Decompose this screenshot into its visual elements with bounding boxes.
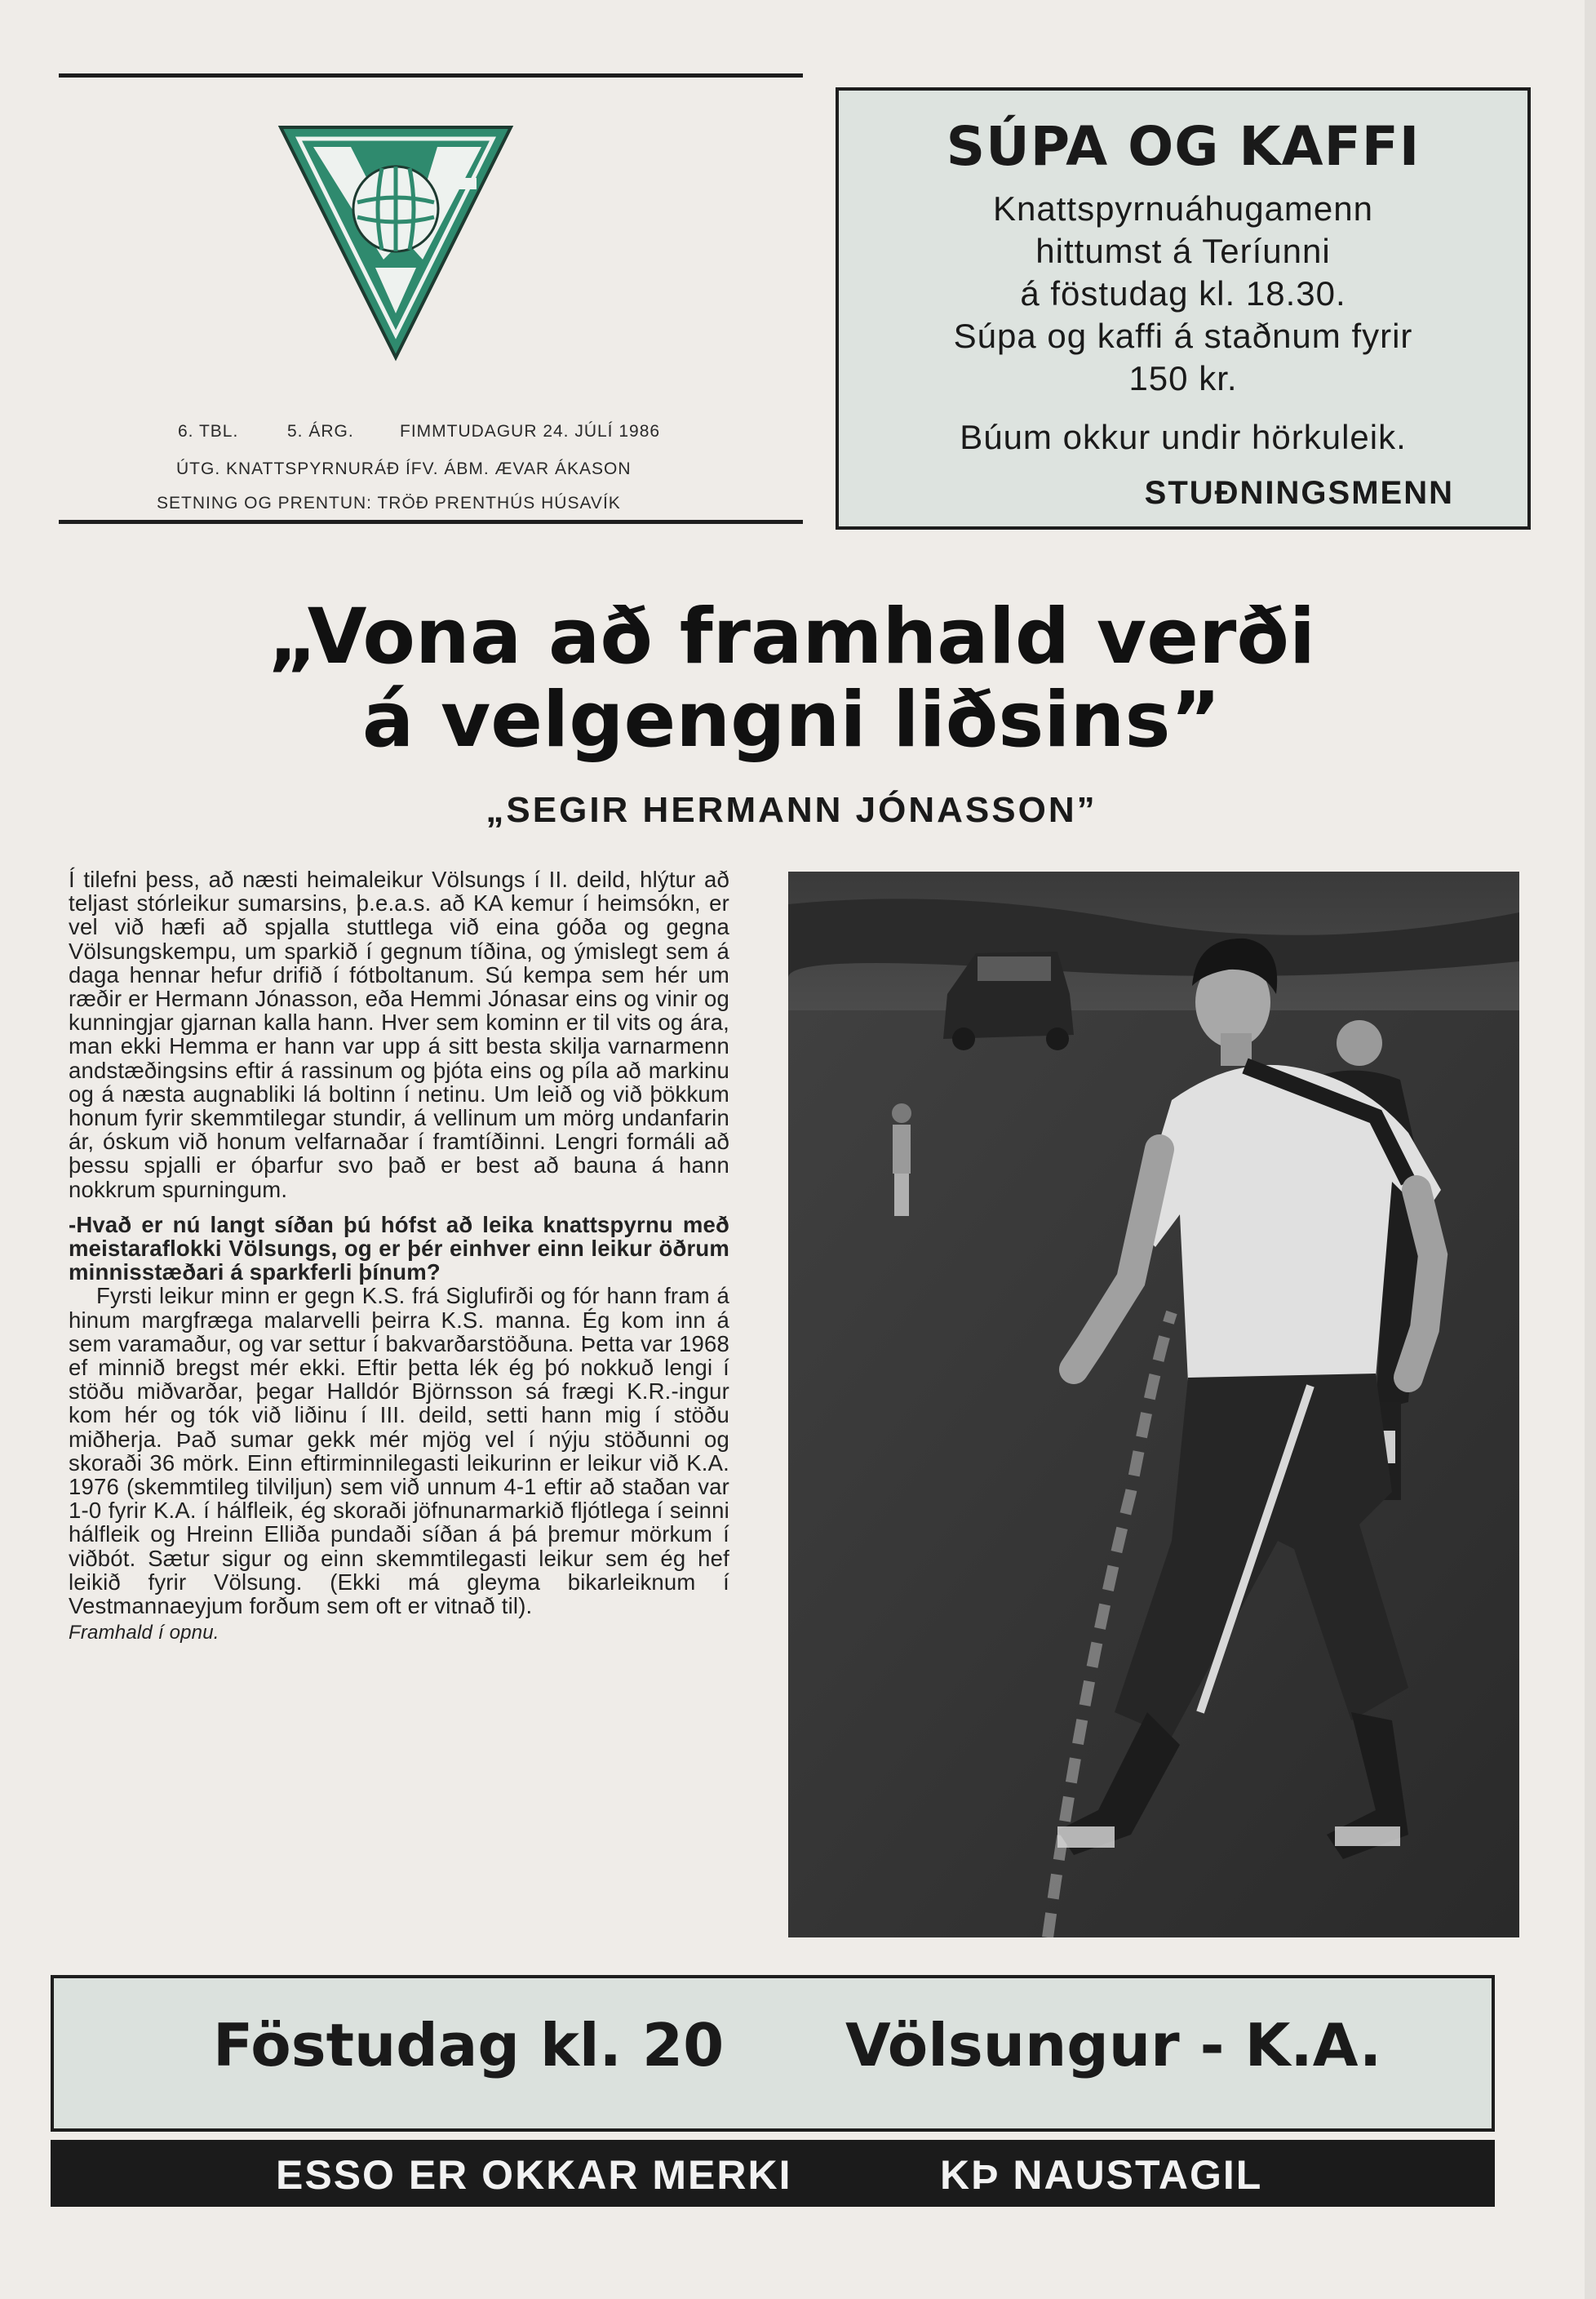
masthead-publisher: ÚTG. KNATTSPYRNURÁÐ ÍFV. ÁBM. ÆVAR ÁKASON [176,459,632,478]
match-teams: Völsungur - K.A. [845,2011,1382,2079]
headline-line-1: „Vona að framhald verði [267,593,1316,681]
match-time: Föstudag kl. 20 [213,2011,725,2079]
soup-ad-line: Knattspyrnuáhugamenn [993,189,1373,228]
headline-subtitle: „SEGIR HERMANN JÓNASSON” [485,790,1097,830]
club-logo [277,121,514,362]
article-body [69,868,729,1645]
masthead-bottom-rule [59,520,803,524]
article-continued-note: Framhald í opnu. [69,1622,219,1644]
masthead-top-rule [59,73,803,78]
sponsor-left: ESSO ER OKKAR MERKI [276,2152,792,2198]
article-answer: Fyrsti leikur minn er gegn K.S. frá Siglufirði og fór hann fram á hinum margfræga malarvelli þeirra K.S. manna. Ég kom inn á sem varamaður, og var settur í bakvarðarstöðuna. Þetta var 1968 ef minnið bregst mér ekki. Eftir þetta lék ég þó nokkuð lengi í stöðu miðvarðar, þegar Halldór Björnsson sá frægi K.R.-ingur kom hér og tók við liðinu í III. deild, setti hann mig í stöðu miðherja. Það sumar gekk mér mjög vel í nýju stöðunni og skoraði 36 mörk. Einn eftirminnilegasti leikurinn er leikur við K.A. 1976 (skemmtileg tilviljun) sem við unnum 4-1 eftir að staðan var 1-0 fyrir K.A. í hálfleik, ég skoraði jöfnunarmarkið fljótlega í seinni hálfleik og Hreinn Elliða pundaði síðan á þá þremur mörkum í viðbót. Sætur sigur og einn skemmtilegasti leikur sem ég hef leikið fyrir Völsung. (Ekki má gleyma bikarleiknum í Vestmannaeyjum forðum sem oft er vitnað til). [69,1283,729,1619]
issue-date: FIMMTUDAGUR 24. JÚLÍ 1986 [400,422,661,441]
article-question: -Hvað er nú langt síðan þú hófst að leika knattspyrnu með meistaraflokki Völsungs, og er þér einhver einn leikur öðrum minnisstæðari á sparkferli þínum? [69,1211,729,1285]
sponsor-right: KÞ NAUSTAGIL [940,2152,1263,2198]
soup-ad-title: SÚPA OG KAFFI [946,115,1421,178]
article-intro: Í tilefni þess, að næsti heimaleikur Völsungs í II. deild, hlýtur að teljast stórleikur sumarsins, þ.e.a.s. að KA kemur í heimsókn, er vel við hæfi að spjalla stuttlega við eina góða og gegna Völsungskempu, um sparkið í gegnum tíðina, og ýmislegt sem á daga hennar hefur drifið í fótboltanum. Sú kempa sem hér um ræðir er Hermann Jónasson, eða Hemmi Jónasar eins og vinir og kunningjar gjarnan kalla hann. Hver sem kominn er til vits og ára, man ekki Hemma er hann var upp á sitt besta skilja varnarmenn andstæðingsins eftir á rassinum og þjóta eins og píla að markinu og á næsta augnabliki lá boltinn í netinu. Um leið og við þökkum honum fyrir skemmtilegar stundir, á vellinum um mörg undanfarin ár, óskum við honum velfarnaðar í framtíðinni. Lengri formáli að þessu spjalli er óþarfur svo það er best að bauna á hann nokkrum spurningum. [69,867,729,1202]
headline [163,593,1420,765]
soup-ad-line: hittumst á Teríunni [1035,232,1331,270]
page-edge [1585,0,1596,2299]
soup-and-coffee-ad [836,87,1531,530]
headline-line-2: á velgengni liðsins” [361,676,1221,765]
volume-number: 5. ÁRG. [287,422,354,441]
soup-ad-body [839,188,1527,400]
sponsor-bar [51,2140,1495,2207]
masthead-printing: SETNING OG PRENTUN: TRÖÐ PRENTHÚS HÚSAVÍK [157,494,621,513]
soup-ad-line: á föstudag kl. 18.30. [1020,274,1346,313]
soup-ad-signature: STUÐNINGSMENN [1144,475,1454,511]
soup-ad-tagline: Búum okkur undir hörkuleik. [960,418,1407,456]
soup-ad-line: Súpa og kaffi á staðnum fyrir [953,317,1413,355]
match-banner [51,1975,1495,2132]
player-photo [788,872,1519,1937]
issue-number: 6. TBL. [178,422,239,441]
soup-ad-line: 150 kr. [1128,359,1238,397]
